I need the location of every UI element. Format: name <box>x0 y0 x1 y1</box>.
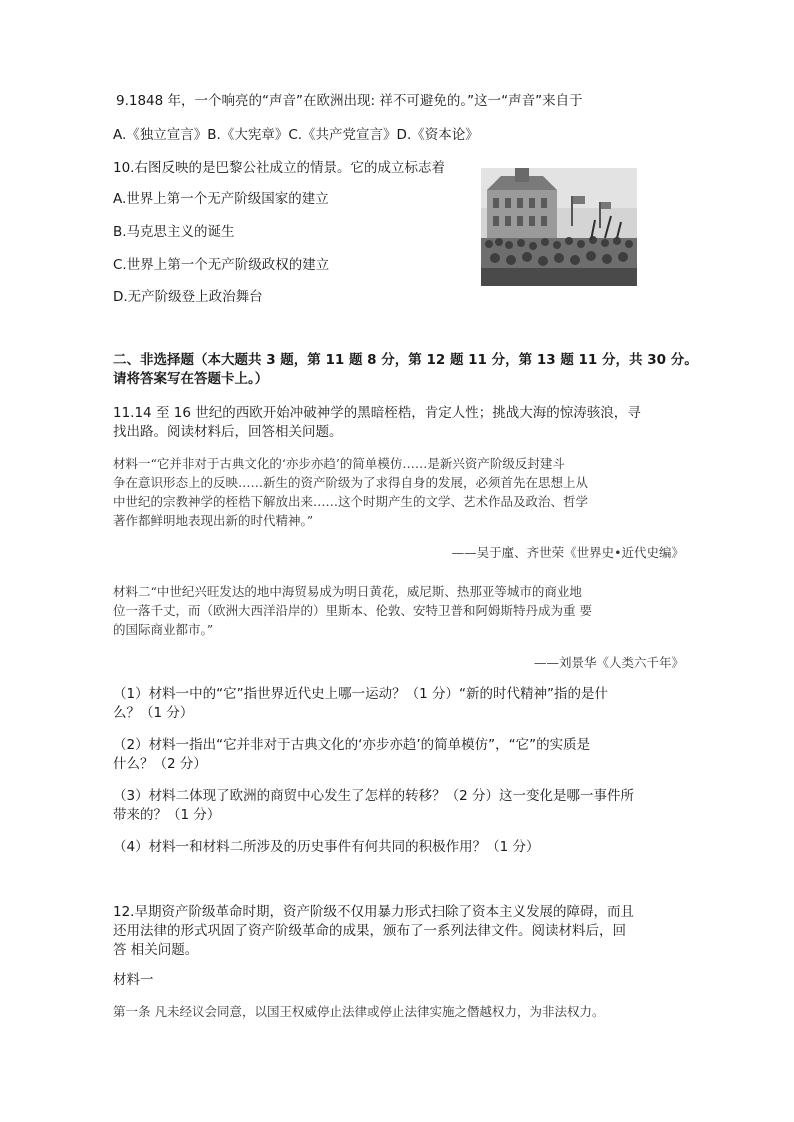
q11-sub4: （4）材料一和材料二所涉及的历史事件有何共同的积极作用？（1 分） <box>113 839 540 855</box>
q11-intro-line2: 找出路。阅读材料后，回答相关问题。 <box>113 424 343 440</box>
q12-material-label: 材料一 <box>113 972 154 988</box>
q10-option-d: D.无产阶级登上政治舞台 <box>113 289 263 305</box>
paris-commune-illustration <box>481 168 637 286</box>
q11-sub2-line1: （2）材料一指出“它并非对于古典文化的‘亦步亦趋’的简单模仿”，“它”的实质是 <box>113 737 591 753</box>
q12-line3: 答 相关问题。 <box>113 942 199 958</box>
q9-options: A.《独立宣言》B.《大宪章》C.《共产党宣言》D.《资本论》 <box>113 127 479 143</box>
section2-heading-line1: 二、非选择题（本大题共 3 题，第 11 题 8 分，第 12 题 11 分，第 13 题 11 分，共 30 分。 <box>113 352 698 368</box>
q11-sub3-line2: 带来的？（1 分） <box>113 807 221 823</box>
q10-stem: 10.右图反映的是巴黎公社成立的情景。它的成立标志着 <box>113 160 445 176</box>
q9-stem: 9.1848 年，一个响亮的“声音”在欧洲出现: 祥不可避免的。”这一“声音”来自于 <box>116 93 583 109</box>
q11-material1-source: ——吴于廑、齐世荣《世界史•近代史编》 <box>451 545 684 560</box>
q11-material1-line3: 中世纪的宗教神学的桎梏下解放出来……这个时期产生的文学、艺术作品及政治、哲学 <box>113 494 589 509</box>
q11-material2-line2: 位一落千丈，而（欧洲大西洋沿岸的）里斯本、伦敦、安特卫普和阿姆斯特丹成为重 要 <box>113 603 592 618</box>
q11-sub1-line2: 么？（1 分） <box>113 705 194 721</box>
q12-line2: 还用法律的形式巩固了资产阶级革命的成果，颁布了一系列法律文件。阅读材料后，回 <box>113 923 626 939</box>
q12-line1: 12.早期资产阶级革命时期，资产阶级不仅用暴力形式扫除了资本主义发展的障碍，而且 <box>113 904 634 920</box>
q11-material1-line2: 争在意识形态上的反映……新生的资产阶级为了求得自身的发展，必须首先在思想上从 <box>113 475 589 490</box>
q10-option-c: C.世界上第一个无产阶级政权的建立 <box>113 257 330 273</box>
q11-intro-line1: 11.14 至 16 世纪的西欧开始冲破神学的黑暗桎梏，肯定人性；挑战大海的惊涛骇浪，寻 <box>113 405 641 421</box>
q11-sub3-line1: （3）材料二体现了欧洲的商贸中心发生了怎样的转移？（2 分）这一变化是哪一事件所 <box>113 788 634 804</box>
section2-heading-line2: 请将答案写在答题卡上。） <box>113 371 269 387</box>
q11-material2-line3: 的国际商业都市。” <box>113 622 214 637</box>
q11-material2-source: ——刘景华《人类六千年》 <box>533 655 684 670</box>
q11-sub2-line2: 什么？（2 分） <box>113 756 207 772</box>
q11-material1-line1: 材料一“它并非对于古典文化的‘亦步亦趋’的简单模仿……是新兴资产阶级反封建斗 <box>113 456 565 471</box>
q12-article1: 第一条 凡未经议会同意，以国王权威停止法律或停止法律实施之僭越权力，为非法权力。 <box>113 1004 605 1019</box>
q11-sub1-line1: （1）材料一中的“它”指世界近代史上哪一运动？（1 分）“新的时代精神”指的是什 <box>113 686 608 702</box>
q10-option-a: A.世界上第一个无产阶级国家的建立 <box>113 191 329 207</box>
q10-option-b: B.马克思主义的诞生 <box>113 224 235 240</box>
q11-material2-line1: 材料二“中世纪兴旺发达的地中海贸易成为明日黄花，威尼斯、热那亚等城市的商业地 <box>113 584 582 599</box>
q11-material1-line4: 著作都鲜明地表现出新的时代精神。” <box>113 513 314 528</box>
